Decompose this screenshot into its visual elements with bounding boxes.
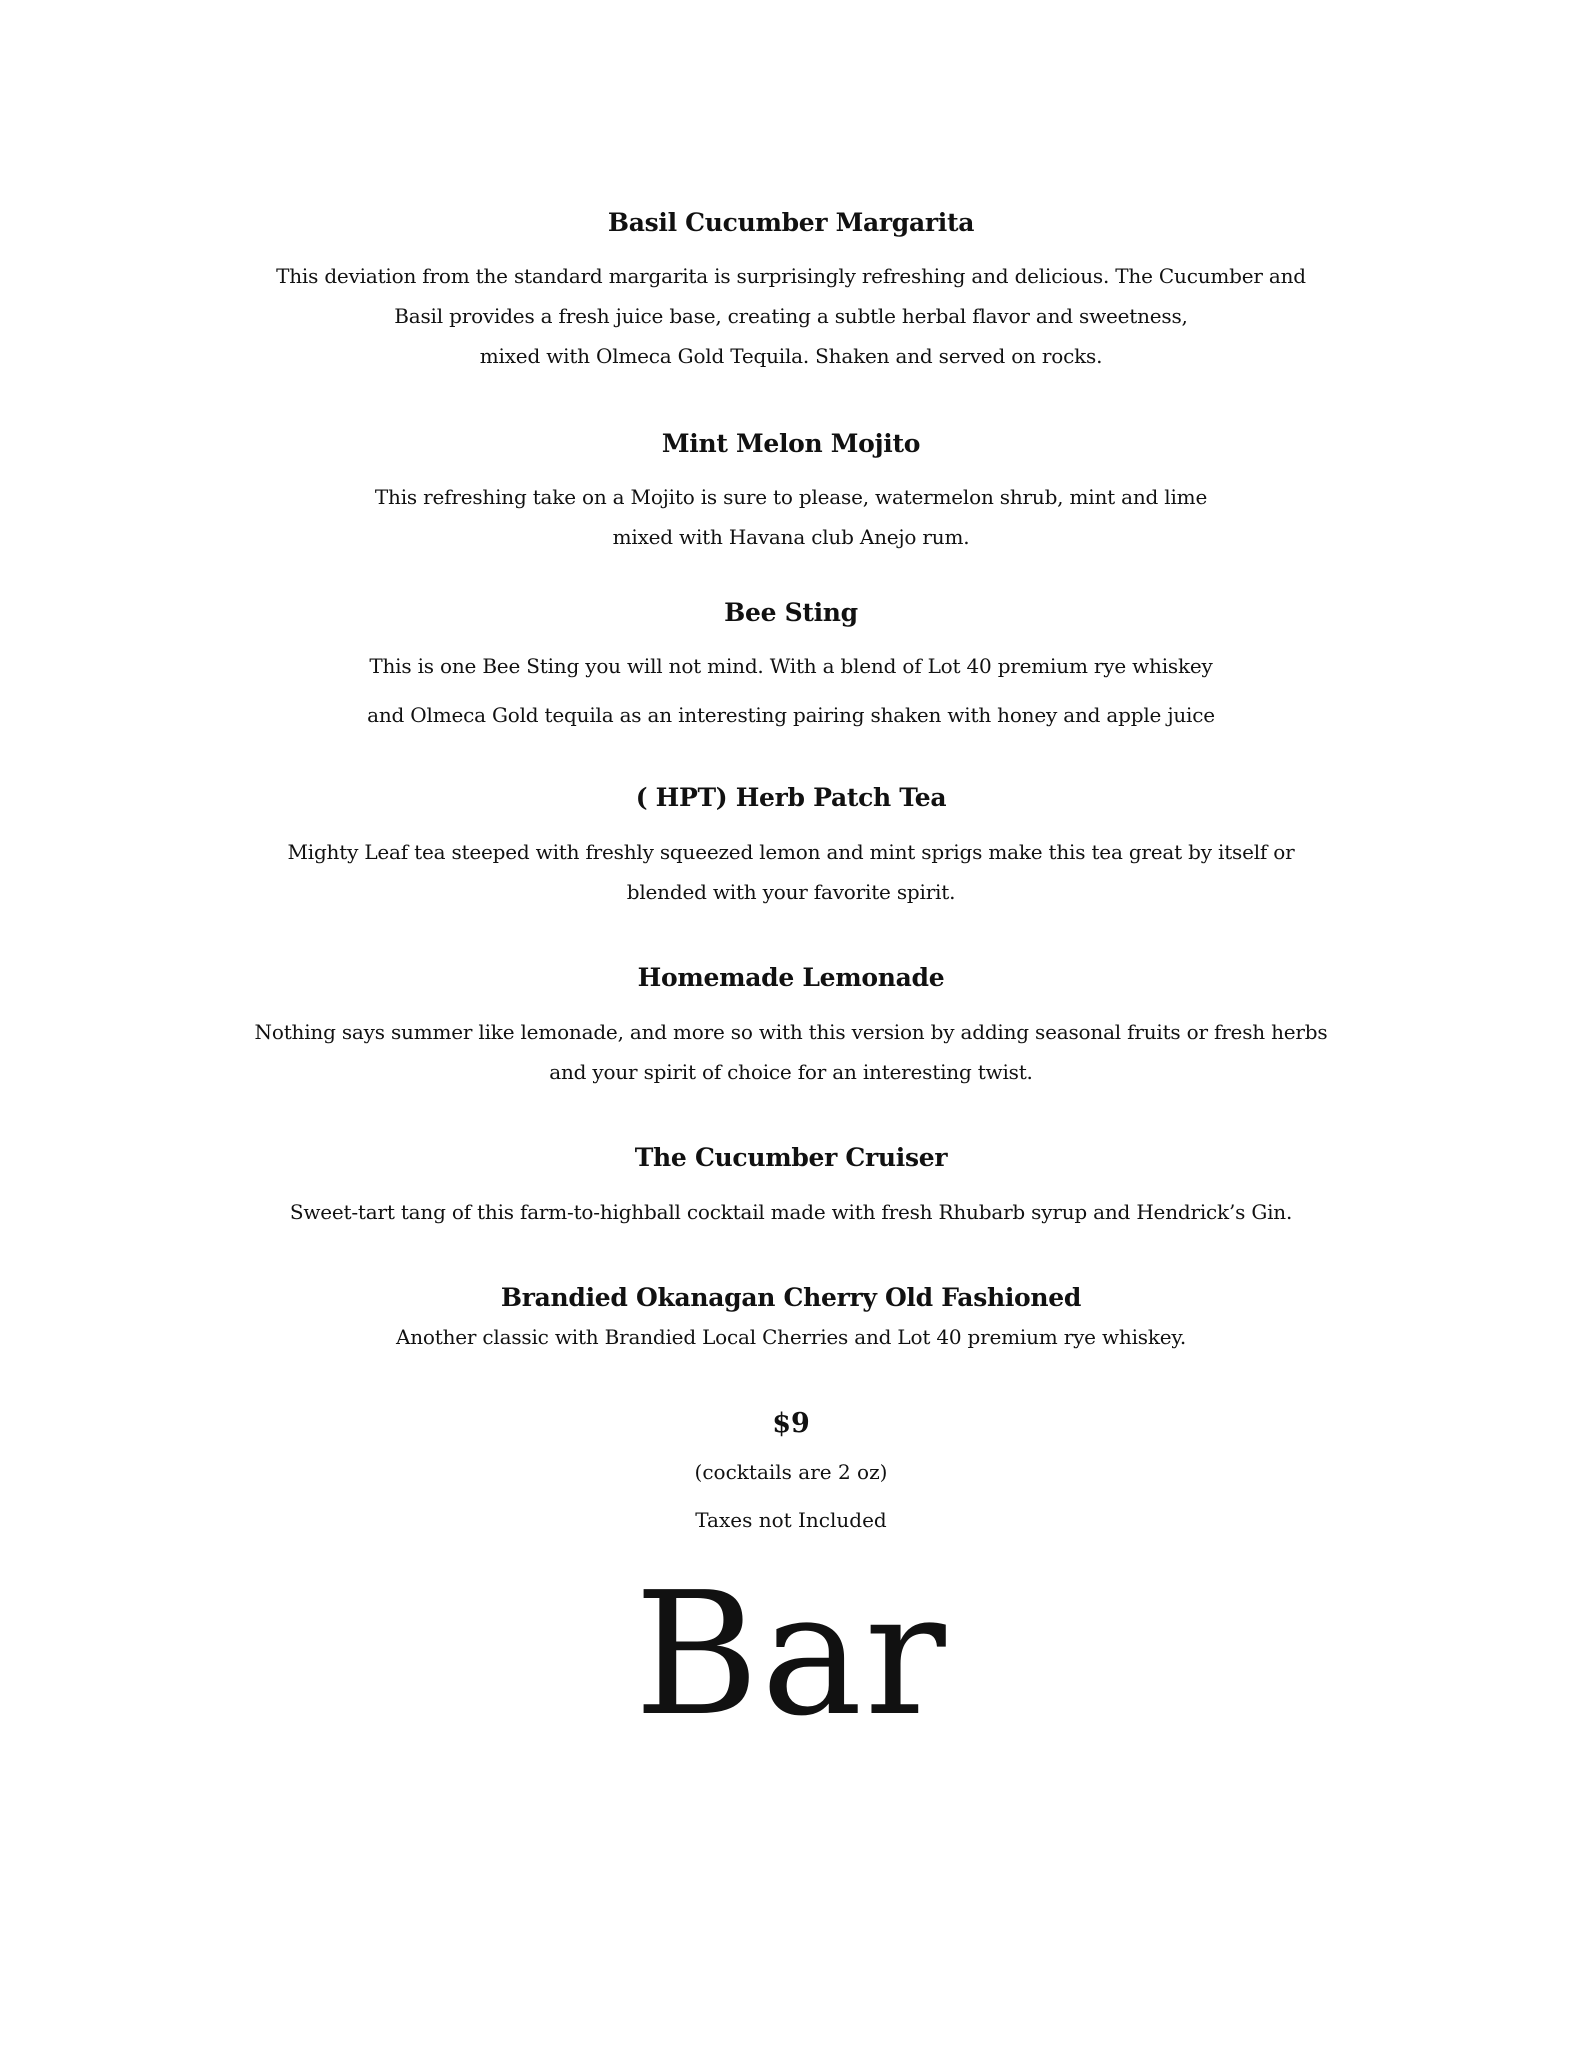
- drink-description-line: Sweet-tart tang of this farm-to-highball cocktail made with fresh Rhubarb syrup and Hendrick’s Gin.: [289, 1200, 1293, 1224]
- drink-description-line: and your spirit of choice for an interesting twist.: [549, 1060, 1033, 1084]
- section-title: Bar: [634, 1556, 948, 1754]
- drink-name: Bee Sting: [724, 598, 858, 627]
- drink-description-line: and Olmeca Gold tequila as an interesting pairing shaken with honey and apple juice: [367, 703, 1215, 727]
- drink-description-line: mixed with Olmeca Gold Tequila. Shaken and served on rocks.: [479, 344, 1103, 368]
- tax-note: Taxes not Included: [695, 1508, 887, 1532]
- size-note: (cocktails are 2 oz): [694, 1460, 888, 1484]
- drink-description-line: This is one Bee Sting you will not mind. With a blend of Lot 40 premium rye whiskey: [369, 654, 1213, 678]
- drink-description-line: Nothing says summer like lemonade, and more so with this version by adding seasonal fruits or fresh herbs: [254, 1020, 1328, 1044]
- drink-description-line: This refreshing take on a Mojito is sure to please, watermelon shrub, mint and lime: [374, 485, 1208, 509]
- drink-description-line: mixed with Havana club Anejo rum.: [612, 525, 970, 549]
- drink-description-line: blended with your favorite spirit.: [626, 880, 956, 904]
- drink-name: Brandied Okanagan Cherry Old Fashioned: [500, 1283, 1082, 1312]
- drink-description-line: Basil provides a fresh juice base, creating a subtle herbal flavor and sweetness,: [394, 304, 1188, 328]
- price: $9: [772, 1408, 810, 1439]
- drink-name: ( HPT) Herb Patch Tea: [635, 783, 947, 812]
- drink-name: Homemade Lemonade: [637, 963, 945, 992]
- drink-name: Mint Melon Mojito: [661, 429, 921, 458]
- drink-description-line: Another classic with Brandied Local Cherries and Lot 40 premium rye whiskey.: [395, 1325, 1186, 1349]
- drink-description-line: Mighty Leaf tea steeped with freshly squeezed lemon and mint sprigs make this tea great by itself or: [287, 840, 1295, 864]
- drink-name: The Cucumber Cruiser: [634, 1143, 948, 1172]
- drink-description-line: This deviation from the standard margarita is surprisingly refreshing and delicious. The Cucumber and: [276, 264, 1306, 288]
- drink-name: Basil Cucumber Margarita: [607, 208, 975, 237]
